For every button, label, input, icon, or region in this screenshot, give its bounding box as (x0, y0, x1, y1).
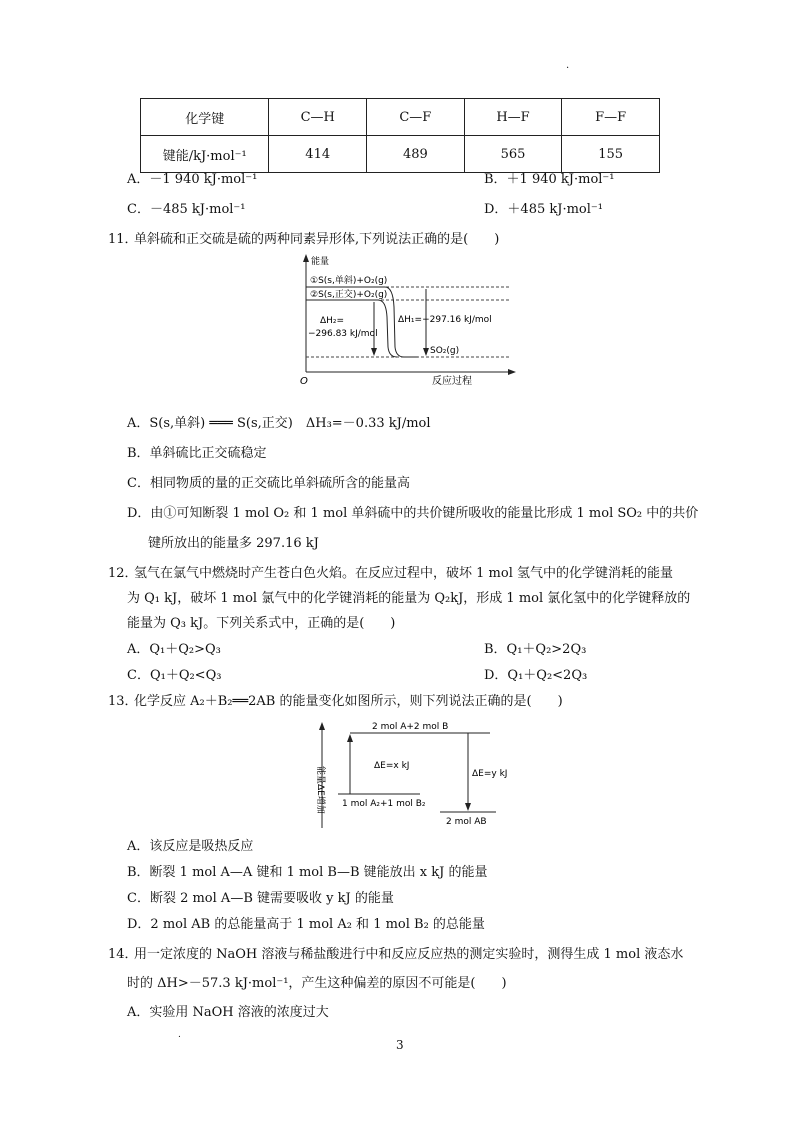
bond-energy-table (140, 98, 660, 173)
diagram-level-1-label: ①S(s,单斜)+O₂(g) (310, 276, 388, 286)
table-cell: C—H (269, 99, 367, 136)
diagram-dh2-value: −296.83 kJ/mol (308, 329, 378, 339)
y-axis-arrow (319, 722, 325, 730)
q11-option-d-line2: 键所放出的能量多 297.16 kJ (148, 536, 319, 551)
table-row (141, 136, 660, 173)
table-header-row (141, 99, 660, 136)
q11-energy-diagram (290, 252, 520, 387)
table-cell: 155 (562, 136, 660, 173)
q10-option-b: B．＋1 940 kJ·mol⁻¹ (484, 172, 615, 187)
q10-option-d: D．＋485 kJ·mol⁻¹ (484, 202, 603, 217)
q12-option-c: C．Q₁＋Q₂<Q₃ (127, 668, 222, 683)
table-cell: C—F (367, 99, 465, 136)
q11-option-b: B．单斜硫比正交硫稳定 (127, 446, 267, 461)
q13-stem: 化学反应 A₂＋B₂══2AB 的能量变化如图所示，则下列说法正确的是( ) (134, 694, 563, 709)
q13-option-d: D．2 mol AB 的总能量高于 1 mol A₂ 和 1 mol B₂ 的总能量 (127, 917, 485, 932)
q11-option-d-line1: D．由①可知断裂 1 mol O₂ 和 1 mol 单斜硫中的共价键所吸收的能量比形成 1 mol SO₂ 中的共价 (127, 506, 699, 521)
diagram-ylabel: 能量 (311, 257, 330, 267)
page-number: 3 (396, 1038, 404, 1052)
diagram-ylabel: 能量ΔE增加 (315, 766, 325, 814)
q12-number: 12． (108, 566, 138, 581)
q14-number: 14． (108, 947, 138, 962)
q11-option-c: C．相同物质的量的正交硫比单斜硫所含的能量高 (127, 476, 410, 491)
diagram-dh1-label: ΔH₁=−297.16 kJ/mol (398, 315, 492, 325)
diagram-level-2-label: ②S(s,正交)+O₂(g) (310, 290, 388, 300)
q14-stem-line1: 用一定浓度的 NaOH 溶液与稀盐酸进行中和反应反应热的测定实验时，测得生成 1 mol 液态水 (134, 947, 684, 962)
q12-option-d: D．Q₁＋Q₂<2Q₃ (484, 668, 588, 683)
dex-arrowhead (347, 734, 353, 742)
diagram-origin-label: O (300, 376, 308, 387)
bottom-mark: . (178, 1030, 181, 1040)
table-cell: 565 (464, 136, 562, 173)
diagram-dh2-label: ΔH₂= (320, 316, 345, 326)
q13-energy-diagram (300, 718, 530, 833)
q13-option-a: A．该反应是吸热反应 (127, 839, 254, 854)
q13-option-b: B．断裂 1 mol A—A 键和 1 mol B—B 键能放出 x kJ 的能量 (127, 865, 488, 880)
q11-stem: 单斜硫和正交硫是硫的两种同素异形体,下列说法正确的是( ) (134, 232, 500, 247)
q11-option-a: A．S(s,单斜) ═══ S(s,正交) ΔH₃=－0.33 kJ/mol (127, 416, 431, 431)
q14-stem-line2: 时的 ΔH>－57.3 kJ·mol⁻¹，产生这种偏差的原因不可能是( ) (127, 976, 507, 991)
dey-arrowhead (465, 803, 471, 811)
diagram-dey-label: ΔE=y kJ (472, 769, 508, 779)
diagram-dex-label: ΔE=x kJ (374, 761, 410, 771)
table-cell: 键能/kJ·mol⁻¹ (141, 136, 269, 173)
q14-option-a: A．实验用 NaOH 溶液的浓度过大 (127, 1005, 329, 1020)
diagram-product-label: SO₂(g) (430, 346, 460, 356)
q12-stem-line1: 氢气在氯气中燃烧时产生苍白色火焰。在反应过程中，破坏 1 mol 氢气中的化学键消耗的能量 (134, 566, 673, 581)
q10-option-c: C．－485 kJ·mol⁻¹ (127, 202, 246, 217)
diagram-top-label: 2 mol A+2 mol B (372, 722, 449, 732)
q12-stem-line3: 能量为 Q₃ kJ。下列关系式中，正确的是( ) (127, 616, 396, 631)
q11-number: 11． (108, 232, 138, 247)
diagram-products-label: 2 mol AB (446, 817, 487, 827)
q13-option-c: C．断裂 2 mol A—B 键需要吸收 y kJ 的能量 (127, 891, 394, 906)
q12-option-a: A．Q₁＋Q₂>Q₃ (127, 642, 221, 657)
q12-stem-line2: 为 Q₁ kJ，破坏 1 mol 氯气中的化学键消耗的能量为 Q₂kJ，形成 1 mol 氯化氢中的化学键释放的 (127, 591, 691, 606)
y-axis-arrow (303, 254, 309, 262)
q12-option-b: B．Q₁＋Q₂>2Q₃ (484, 642, 587, 657)
table-cell: F—F (562, 99, 660, 136)
table-cell: 414 (269, 136, 367, 173)
diagram-reactants-label: 1 mol A₂+1 mol B₂ (342, 799, 426, 809)
table-cell: H—F (464, 99, 562, 136)
table-cell: 化学键 (141, 99, 269, 136)
table-cell: 489 (367, 136, 465, 173)
dh2-arrowhead (371, 348, 377, 356)
dh1-arrowhead (423, 348, 429, 356)
q13-number: 13． (108, 694, 138, 709)
x-axis-arrow (508, 369, 516, 375)
q10-option-a: A．－1 940 kJ·mol⁻¹ (127, 172, 258, 187)
diagram-xlabel: 反应过程 (432, 376, 472, 387)
top-mark: . (566, 60, 570, 71)
